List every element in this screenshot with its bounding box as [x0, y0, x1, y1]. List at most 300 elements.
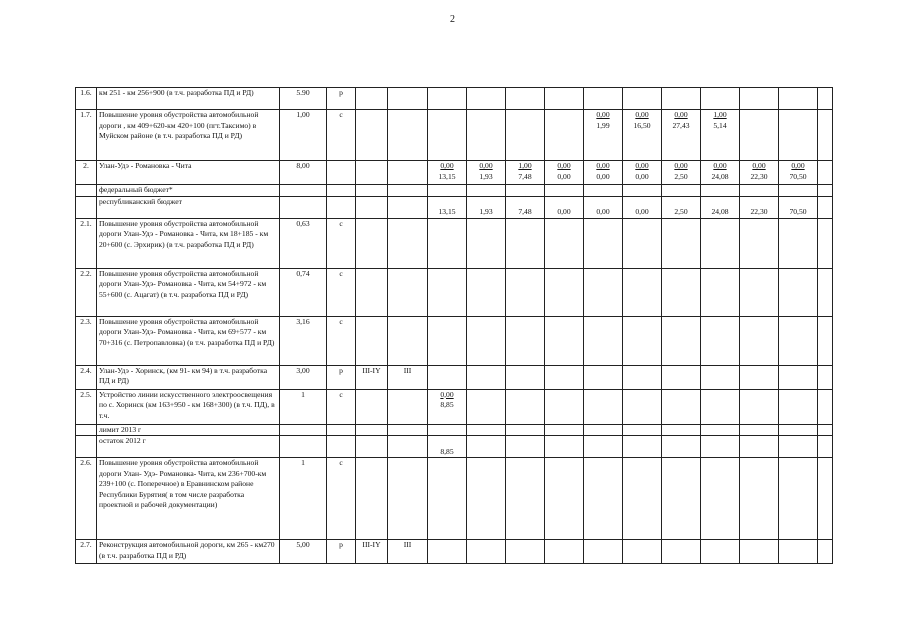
- value-top: [664, 185, 698, 196]
- value-cell: [545, 436, 584, 458]
- category-before: [356, 436, 388, 458]
- value-top: [781, 197, 815, 208]
- value-top: [742, 540, 776, 551]
- value-top: 0,00: [635, 161, 649, 170]
- value-top: [547, 197, 581, 208]
- value-cell: [584, 196, 623, 218]
- value-cell: [740, 161, 779, 185]
- table-row: [76, 316, 833, 365]
- value-top: [430, 458, 464, 469]
- value-cell: [779, 424, 818, 436]
- value-top: [703, 540, 737, 551]
- table-row: [76, 196, 833, 218]
- value-cell: [545, 110, 584, 161]
- value-cell: [701, 458, 740, 540]
- object-name: Повышение уровня обустройства автомобильной дороги Улан-Удэ- Романовка - Чита, км 69+577 - км 70+316 (с. Петропавловка) (в т.ч. разработка ПД и РД): [97, 316, 280, 365]
- value-cell: [662, 196, 701, 218]
- value-top: [586, 269, 620, 280]
- value-top: [703, 219, 737, 230]
- value-bottom: 70,50: [789, 171, 807, 181]
- value-top: [508, 110, 542, 121]
- value-bottom: 13,15: [438, 171, 456, 181]
- value-top: 0,00: [713, 161, 727, 170]
- value-top: [820, 540, 830, 551]
- value-bottom: 0,00: [635, 207, 649, 216]
- value-cell: [506, 424, 545, 436]
- value-cell: [506, 218, 545, 268]
- length-km: [280, 196, 327, 218]
- value-top: [547, 425, 581, 436]
- category-before: [356, 424, 388, 436]
- value-cell: [818, 436, 833, 458]
- value-top: [508, 317, 542, 328]
- value-cell: [584, 458, 623, 540]
- value-top: [742, 366, 776, 377]
- value-cell: [740, 110, 779, 161]
- object-name: Повышение уровня обустройства автомобильной дороги Улан- Удэ- Романовка- Чита, км 236+700-км 239+100 (с. Поперечное) в Еравнинском районе Республики Бурятия( в том числе разработка проектной и рабочей документации): [97, 458, 280, 540]
- value-cell: [467, 316, 506, 365]
- value-top: [742, 88, 776, 99]
- value-cell: [662, 540, 701, 564]
- value-cell: [818, 161, 833, 185]
- value-top: [625, 458, 659, 469]
- value-cell: [662, 218, 701, 268]
- value-top: [586, 317, 620, 328]
- value-cell: [506, 161, 545, 185]
- value-top: [469, 425, 503, 436]
- category-before: [356, 218, 388, 268]
- value-top: [508, 540, 542, 551]
- value-cell: [701, 268, 740, 316]
- value-top: 0,00: [596, 161, 610, 170]
- value-top: [781, 317, 815, 328]
- value-bottom: 22,30: [750, 171, 768, 181]
- category-after: [388, 424, 428, 436]
- value-cell: [701, 196, 740, 218]
- value-cell: [701, 218, 740, 268]
- value-top: [664, 425, 698, 436]
- value-bottom: 8,85: [440, 400, 454, 409]
- value-cell: [662, 268, 701, 316]
- value-cell: [428, 316, 467, 365]
- row-number: [76, 185, 97, 197]
- category-before: [356, 185, 388, 197]
- value-top: [625, 185, 659, 196]
- row-number: 2.5.: [76, 389, 97, 424]
- value-top: [664, 436, 698, 447]
- value-cell: [818, 110, 833, 161]
- value-cell: [701, 110, 740, 161]
- value-top: [703, 458, 737, 469]
- category-before: [356, 268, 388, 316]
- row-number: 2.1.: [76, 218, 97, 268]
- value-bottom: 1,93: [479, 171, 493, 181]
- value-top: 0,00: [791, 161, 805, 170]
- value-bottom: 2,50: [674, 207, 688, 216]
- value-top: [586, 219, 620, 230]
- length-km: [280, 424, 327, 436]
- value-top: [703, 436, 737, 447]
- value-top: [430, 425, 464, 436]
- value-top: [430, 110, 464, 121]
- table-row: [76, 218, 833, 268]
- value-cell: [428, 365, 467, 389]
- value-top: [469, 540, 503, 551]
- value-cell: [662, 365, 701, 389]
- table-row: [76, 458, 833, 540]
- value-cell: [428, 268, 467, 316]
- value-top: [820, 88, 830, 99]
- value-top: [664, 317, 698, 328]
- value-top: [664, 219, 698, 230]
- value-bottom: 1,93: [479, 207, 493, 216]
- value-cell: [545, 365, 584, 389]
- value-top: [703, 425, 737, 436]
- value-top: [625, 269, 659, 280]
- value-cell: [428, 389, 467, 424]
- category-after: [388, 389, 428, 424]
- value-top: [508, 458, 542, 469]
- row-number: 1.6.: [76, 88, 97, 110]
- value-top: [820, 366, 830, 377]
- category-after: [388, 436, 428, 458]
- value-top: [703, 88, 737, 99]
- value-top: [820, 185, 830, 196]
- value-cell: [545, 185, 584, 197]
- category-before: [356, 458, 388, 540]
- value-cell: [467, 110, 506, 161]
- value-cell: [740, 389, 779, 424]
- value-top: [703, 390, 737, 401]
- value-bottom: 5,14: [713, 120, 727, 130]
- object-name: федеральный бюджет*: [97, 185, 280, 197]
- value-top: [742, 425, 776, 436]
- value-top: [469, 269, 503, 280]
- value-top: [430, 88, 464, 99]
- value-top: [664, 458, 698, 469]
- value-top: [508, 436, 542, 447]
- value-cell: [467, 161, 506, 185]
- value-cell: [428, 110, 467, 161]
- value-top: [781, 390, 815, 401]
- value-cell: [584, 540, 623, 564]
- value-cell: [662, 424, 701, 436]
- value-top: [430, 540, 464, 551]
- value-cell: [740, 268, 779, 316]
- value-top: [547, 317, 581, 328]
- value-cell: [545, 540, 584, 564]
- value-top: [820, 458, 830, 469]
- object-name: Улан-Удэ - Романовка - Чита: [97, 161, 280, 185]
- value-top: [430, 366, 464, 377]
- value-top: [703, 317, 737, 328]
- value-cell: [662, 389, 701, 424]
- value-top: [547, 436, 581, 447]
- value-top: [781, 219, 815, 230]
- value-top: [625, 436, 659, 447]
- value-top: 1,00: [518, 161, 532, 170]
- object-name: Повышение уровня обустройства автомобильной дороги , км 409+620-км 420+100 (пгт.Таксимо) в Муйском районе (в т.ч. разработка ПД и РД): [97, 110, 280, 161]
- value-top: [430, 219, 464, 230]
- value-top: [469, 436, 503, 447]
- value-top: [586, 458, 620, 469]
- value-top: 0,00: [440, 161, 454, 170]
- value-cell: [740, 196, 779, 218]
- value-cell: [701, 185, 740, 197]
- value-cell: [428, 88, 467, 110]
- value-cell: [623, 436, 662, 458]
- length-km: 8,00: [280, 161, 327, 185]
- value-top: [547, 269, 581, 280]
- value-bottom: 13,15: [438, 207, 456, 216]
- value-cell: [428, 458, 467, 540]
- value-cell: [545, 161, 584, 185]
- value-cell: [623, 365, 662, 389]
- value-top: [781, 269, 815, 280]
- row-number: [76, 424, 97, 436]
- value-top: [820, 436, 830, 447]
- length-km: 0,74: [280, 268, 327, 316]
- table-row: [76, 424, 833, 436]
- value-top: [781, 110, 815, 121]
- table-row: [76, 161, 833, 185]
- value-top: [742, 317, 776, 328]
- value-top: [664, 269, 698, 280]
- value-cell: [818, 196, 833, 218]
- value-top: [742, 185, 776, 196]
- value-cell: [662, 110, 701, 161]
- value-cell: [818, 185, 833, 197]
- value-bottom: 1,99: [596, 120, 610, 130]
- value-cell: [740, 424, 779, 436]
- value-top: [469, 366, 503, 377]
- value-cell: [740, 185, 779, 197]
- work-type: р: [327, 365, 356, 389]
- value-cell: [584, 365, 623, 389]
- value-top: [508, 219, 542, 230]
- table-row: [76, 436, 833, 458]
- value-cell: [818, 268, 833, 316]
- value-cell: [506, 540, 545, 564]
- table-row: [76, 185, 833, 197]
- table-row: [76, 540, 833, 564]
- value-cell: [779, 540, 818, 564]
- road-works-table: [75, 87, 833, 564]
- value-cell: [662, 185, 701, 197]
- work-type: [327, 196, 356, 218]
- value-cell: [701, 316, 740, 365]
- value-cell: [428, 185, 467, 197]
- row-number: 2.: [76, 161, 97, 185]
- value-bottom: 0,00: [596, 207, 610, 216]
- value-top: [547, 88, 581, 99]
- value-top: [469, 317, 503, 328]
- value-cell: [428, 540, 467, 564]
- value-cell: [506, 185, 545, 197]
- value-top: [820, 161, 830, 172]
- value-cell: [506, 436, 545, 458]
- value-top: [781, 185, 815, 196]
- value-cell: [467, 424, 506, 436]
- value-top: [586, 88, 620, 99]
- value-cell: [506, 88, 545, 110]
- category-after: [388, 268, 428, 316]
- value-top: [430, 197, 464, 208]
- category-before: [356, 316, 388, 365]
- value-top: [820, 197, 830, 208]
- work-type: с: [327, 458, 356, 540]
- value-top: [469, 390, 503, 401]
- value-top: [586, 425, 620, 436]
- value-cell: [779, 365, 818, 389]
- value-cell: [584, 424, 623, 436]
- value-bottom: 27,43: [672, 120, 690, 130]
- value-bottom: 24,08: [711, 171, 729, 181]
- category-after: [388, 458, 428, 540]
- value-top: [547, 390, 581, 401]
- value-cell: [701, 365, 740, 389]
- value-cell: [545, 316, 584, 365]
- work-type: [327, 436, 356, 458]
- row-number: 2.7.: [76, 540, 97, 564]
- work-type: с: [327, 316, 356, 365]
- value-cell: [779, 316, 818, 365]
- value-bottom: 7,48: [518, 171, 532, 181]
- value-top: [742, 390, 776, 401]
- value-cell: [818, 218, 833, 268]
- value-cell: [506, 196, 545, 218]
- value-cell: [545, 389, 584, 424]
- value-cell: [779, 458, 818, 540]
- value-top: [547, 540, 581, 551]
- value-top: [469, 219, 503, 230]
- value-top: [469, 197, 503, 208]
- category-after: [388, 316, 428, 365]
- value-cell: [467, 389, 506, 424]
- work-type: [327, 424, 356, 436]
- value-top: [547, 219, 581, 230]
- value-cell: [545, 196, 584, 218]
- value-cell: [701, 436, 740, 458]
- value-top: [430, 185, 464, 196]
- value-top: [469, 458, 503, 469]
- value-top: [508, 88, 542, 99]
- value-top: [625, 390, 659, 401]
- value-top: [742, 458, 776, 469]
- value-cell: [779, 161, 818, 185]
- value-cell: [818, 88, 833, 110]
- value-top: [625, 366, 659, 377]
- value-top: [820, 390, 830, 401]
- value-top: [781, 366, 815, 377]
- value-top: [781, 540, 815, 551]
- value-top: [469, 88, 503, 99]
- value-cell: [584, 268, 623, 316]
- row-number: [76, 436, 97, 458]
- value-bottom: 2,50: [674, 171, 688, 181]
- object-name: Повышение уровня обустройства автомобильной дороги Улан-Удэ- Романовка - Чита, км 54+972 - км 55+600 (с. Ацагат) (в т.ч. разработка ПД и РД): [97, 268, 280, 316]
- value-cell: [740, 540, 779, 564]
- value-cell: [623, 110, 662, 161]
- object-name: остаток 2012 г: [97, 436, 280, 458]
- length-km: 1: [280, 458, 327, 540]
- value-cell: [545, 218, 584, 268]
- row-number: 2.4.: [76, 365, 97, 389]
- value-cell: [740, 436, 779, 458]
- value-top: [586, 436, 620, 447]
- value-cell: [662, 458, 701, 540]
- value-top: [820, 317, 830, 328]
- value-cell: [584, 389, 623, 424]
- value-bottom: 70,50: [789, 207, 807, 216]
- value-cell: [779, 389, 818, 424]
- page-number: 2: [450, 14, 455, 25]
- length-km: 5.90: [280, 88, 327, 110]
- length-km: [280, 436, 327, 458]
- category-before: [356, 389, 388, 424]
- value-top: [469, 110, 503, 121]
- value-cell: [506, 458, 545, 540]
- value-cell: [740, 316, 779, 365]
- value-top: 0,00: [596, 110, 610, 119]
- value-bottom: 16,50: [633, 120, 651, 130]
- value-cell: [623, 424, 662, 436]
- value-bottom: 7,48: [518, 207, 532, 216]
- category-after: [388, 218, 428, 268]
- value-top: 0,00: [557, 161, 571, 170]
- value-top: [508, 390, 542, 401]
- category-after: III: [388, 365, 428, 389]
- value-top: [703, 185, 737, 196]
- value-top: [664, 540, 698, 551]
- value-cell: [818, 316, 833, 365]
- table-row: [76, 365, 833, 389]
- value-top: [430, 317, 464, 328]
- value-cell: [740, 365, 779, 389]
- value-cell: [623, 218, 662, 268]
- value-top: [586, 197, 620, 208]
- work-type: [327, 161, 356, 185]
- category-before: [356, 88, 388, 110]
- work-type: р: [327, 540, 356, 564]
- object-name: Повышение уровня обустройства автомобильной дороги Улан-Удэ - Романовка - Чита, км 18+185 - км 20+600 (с. Эрхирик) (в т.ч. разработка ПД и РД): [97, 218, 280, 268]
- value-cell: [467, 458, 506, 540]
- value-cell: [623, 185, 662, 197]
- value-top: [469, 185, 503, 196]
- value-cell: [623, 389, 662, 424]
- value-cell: [623, 88, 662, 110]
- value-top: [664, 88, 698, 99]
- value-cell: [428, 218, 467, 268]
- value-top: [781, 436, 815, 447]
- value-top: [508, 366, 542, 377]
- value-cell: [740, 218, 779, 268]
- value-cell: [779, 268, 818, 316]
- work-type: с: [327, 110, 356, 161]
- value-top: [586, 185, 620, 196]
- value-cell: [467, 436, 506, 458]
- value-cell: [467, 268, 506, 316]
- value-cell: [545, 268, 584, 316]
- value-cell: [623, 458, 662, 540]
- value-top: [781, 425, 815, 436]
- value-top: [742, 110, 776, 121]
- value-cell: [506, 365, 545, 389]
- object-name: Устройство линии искусственного электроосвещения по с. Хоринск (км 163+950 - км 168+300) (в т.ч. ПД), в т.ч.: [97, 389, 280, 424]
- value-cell: [623, 540, 662, 564]
- object-name: лимит 2013 г: [97, 424, 280, 436]
- value-cell: [584, 218, 623, 268]
